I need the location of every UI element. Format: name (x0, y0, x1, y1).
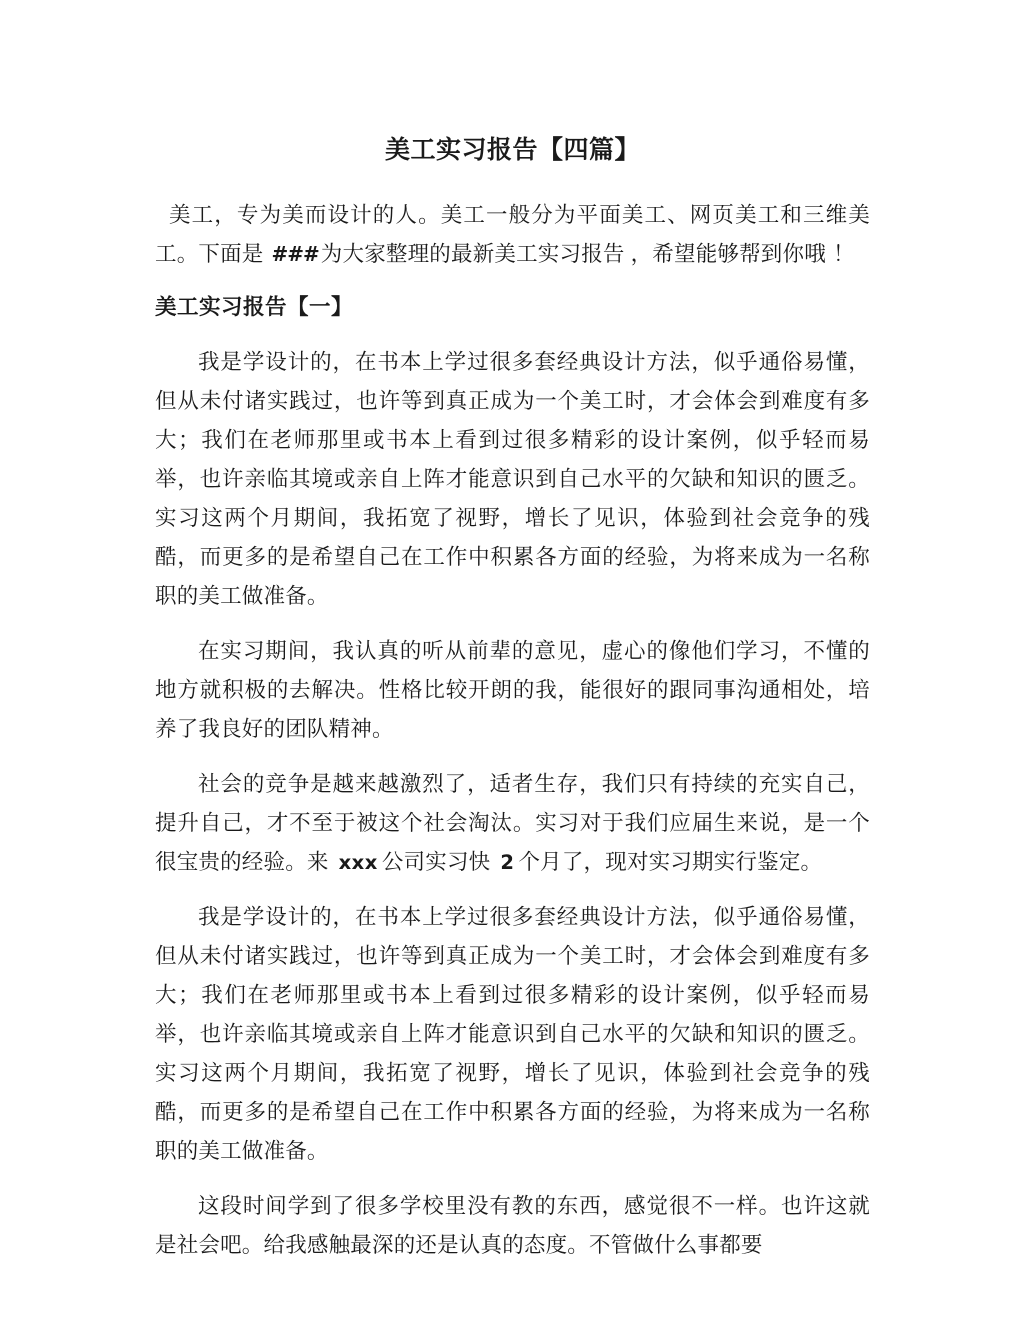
body-paragraph-1: 我是学设计的，在书本上学过很多套经典设计方法，似乎通俗易懂，但从未付诸实践过，也许等到真正成为一个美工时，才会体会到难度有多大；我们在老师那里或书本上看到过很多精彩的设计案例，似乎轻而易举，也许亲临其境或亲自上阵才能意识到自己水平的欠缺和知识的匮乏。实习这两个月期间，我拓宽了视野，增长了见识，体验到社会竞争的残酷，而更多的是希望自己在工作中积累各方面的经验，为将来成为一名称职的美工做准备。 (155, 350, 870, 609)
para3-text-before-company: 社会的竞争是越来越激烈了，适者生存，我们只有持续的充实自己，提升自己，才不至于被这个社会淘汰。实习对于我们应届生来说，是一个很宝贵的经验。来 (155, 772, 870, 875)
section-heading-one: 美工实习报告【一】 (155, 295, 354, 320)
body-paragraph-5: 这段时间学到了很多学校里没有教的东西，感觉很不一样。也许这就是社会吧。给我感触最深的还是认真的态度。不管做什么事都要 (155, 1194, 870, 1258)
intro-closing-text: ，希望能够帮到你哦 ！ (630, 242, 855, 267)
company-name-text: xxx (338, 851, 378, 874)
duration-number-text: 2 (500, 851, 515, 874)
body-paragraph-2: 在实习期间，我认真的听从前辈的意见，虚心的像他们学习，不懂的地方就积极的去解决。性格比较开朗的我，能很好的跟同事沟通相处，培养了我良好的团队精神。 (155, 639, 870, 742)
para3-text-middle: 公司实习快 (381, 850, 491, 875)
source-mark-text: ### (271, 242, 319, 266)
body-paragraph-4: 我是学设计的，在书本上学过很多套经典设计方法，似乎通俗易懂，但从未付诸实践过，也许等到真正成为一个美工时，才会体会到难度有多大；我们在老师那里或书本上看到过很多精彩的设计案例，似乎轻而易举，也许亲临其境或亲自上阵才能意识到自己水平的欠缺和知识的匮乏。实习这两个月期间，我拓宽了视野，增长了见识，体验到社会竞争的残酷，而更多的是希望自己在工作中积累各方面的经验，为将来成为一名称职的美工做准备。 (155, 905, 870, 1164)
page-title: 美工实习报告【四篇】 (384, 135, 640, 164)
para3-text-after: 个月了，现对实习期实行鉴定。 (518, 850, 823, 875)
intro-paragraph (155, 167, 870, 274)
intro-tail-text: 为大家整理的最新美工实习报告 (320, 242, 625, 267)
document-content-column (155, 0, 870, 1265)
body-paragraph-3 (155, 749, 870, 882)
intro-lead-text: 美工，专为美而设计的人。美工一般分为平面美工、网页美工和三维美工。下面是 (155, 203, 870, 267)
